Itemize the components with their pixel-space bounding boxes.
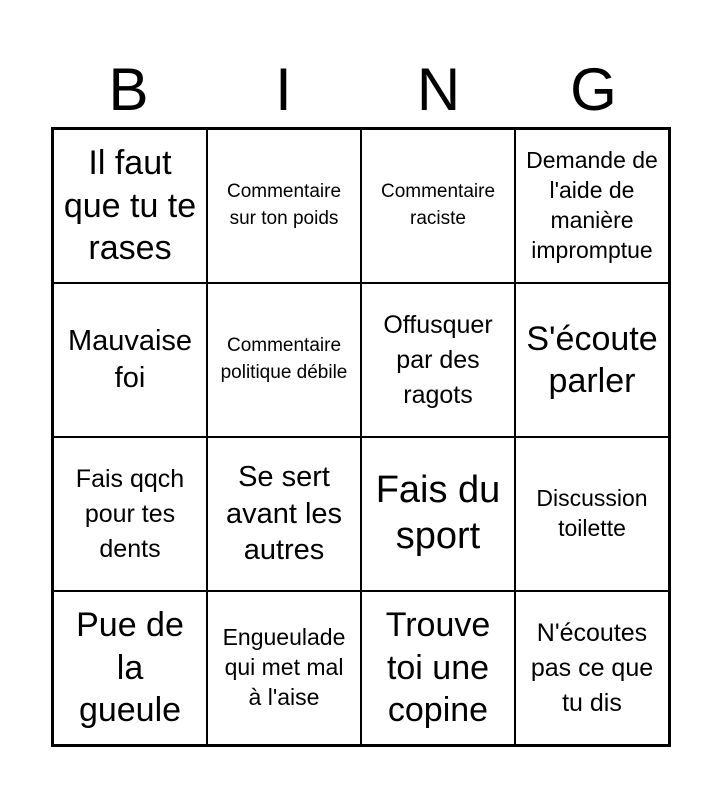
bingo-cell[interactable] — [361, 437, 515, 591]
bingo-cell[interactable] — [515, 129, 669, 283]
bingo-cell-text: Commentaire sur ton poids — [226, 181, 342, 229]
bingo-cell-text: Commentaire raciste — [380, 181, 496, 229]
bingo-header — [51, 52, 671, 128]
bingo-cell[interactable] — [207, 283, 361, 437]
bingo-cell[interactable] — [515, 283, 669, 437]
bingo-cell[interactable] — [53, 437, 207, 591]
bingo-cell-text: Mauvaise foi — [67, 325, 193, 394]
bingo-cell[interactable] — [361, 283, 515, 437]
bingo-cell[interactable] — [361, 129, 515, 283]
bingo-cell-text: Pue de la gueule — [76, 606, 184, 730]
bingo-cell[interactable] — [53, 591, 207, 745]
header-letter-b: B — [108, 56, 149, 123]
bingo-cell[interactable] — [53, 129, 207, 283]
bingo-cell-text: Il faut que tu te rases — [63, 144, 197, 268]
bingo-cell[interactable] — [207, 129, 361, 283]
bingo-cell-text: N'écoutes pas ce que tu dis — [530, 618, 654, 717]
header-letter-n: N — [416, 56, 461, 123]
bingo-cell[interactable] — [53, 283, 207, 437]
bingo-cell-text: Fais du sport — [375, 469, 501, 557]
bingo-cell[interactable] — [207, 591, 361, 745]
header-letter-g: G — [570, 56, 617, 123]
bingo-cell-text: Commentaire politique débile — [220, 335, 348, 383]
bingo-cell-text: Engueulade qui met mal à l'aise — [222, 624, 346, 710]
bingo-cell-text: Se sert avant les autres — [225, 460, 343, 567]
bingo-cell[interactable] — [361, 591, 515, 745]
bingo-cell-text: Demande de l'aide de manière impromptue — [526, 147, 658, 263]
bingo-cell-text: Fais qqch pour tes dents — [75, 464, 185, 563]
bingo-cell[interactable] — [207, 437, 361, 591]
bingo-cell[interactable] — [515, 591, 669, 745]
bingo-cell-text: Trouve toi une copine — [385, 606, 491, 730]
header-letter-i: I — [275, 56, 292, 123]
bingo-cell-text: S'écoute parler — [526, 319, 658, 400]
bingo-cell-text: Offusquer par des ragots — [383, 310, 493, 409]
bingo-cell-text: Discussion toilette — [536, 485, 648, 541]
bingo-grid — [51, 127, 671, 747]
bingo-cell[interactable] — [515, 437, 669, 591]
